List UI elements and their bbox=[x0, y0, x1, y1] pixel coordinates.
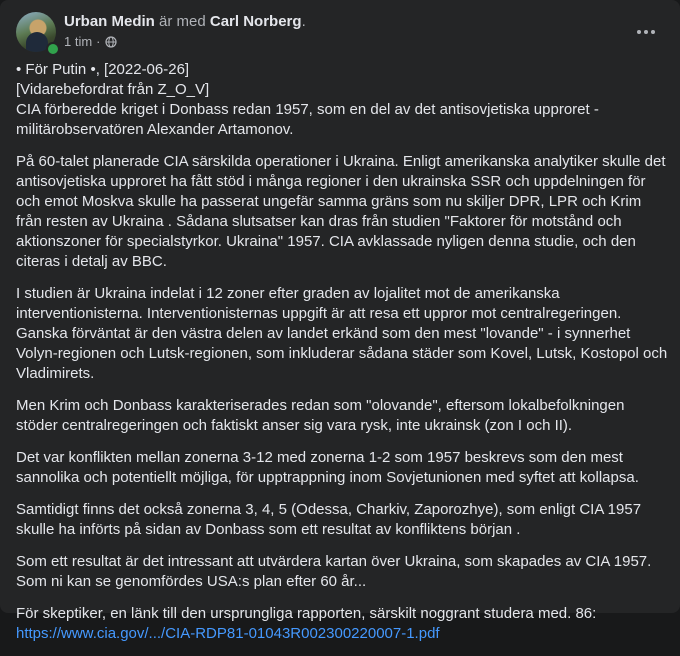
meta-separator: · bbox=[96, 34, 101, 49]
timestamp[interactable]: 1 tim bbox=[64, 34, 93, 49]
report-link[interactable]: https://www.cia.gov/.../CIA-RDP81-01043R002300220007-1.pdf bbox=[16, 625, 440, 642]
body-paragraph: Som ett resultat är det intressant att utvärdera kartan över Ukraina, som skapades av CIA 1957. Som ni kan se genomfördes USA:s plan efter 60 år... bbox=[16, 553, 652, 590]
post-author-line bbox=[64, 12, 306, 32]
post-header bbox=[16, 12, 664, 52]
intro-line: [Vidarebefordrat från Z_O_V] bbox=[16, 81, 210, 98]
avatar-figure bbox=[26, 32, 48, 52]
globe-icon[interactable] bbox=[105, 36, 117, 48]
with-text: är med bbox=[159, 13, 206, 30]
body-paragraph: Samtidigt finns det också zonerna 3, 4, 5 (Odessa, Charkiv, Zaporozhye), som enligt CIA 1957 skulle ha införts på sidan av Donbass som ett resultat av konfliktens början . bbox=[16, 501, 642, 538]
body-paragraph: Men Krim och Donbass karakteriserades redan som "olovande", eftersom lokalbefolkningen stöder centralregeringen och faktiskt anser sig vara rysk, inte ukrainsk (zon I och II). bbox=[16, 397, 625, 434]
post-meta bbox=[64, 33, 117, 51]
online-status-indicator bbox=[46, 42, 60, 56]
intro-line: CIA förberedde kriget i Donbass redan 1957, som en del av det antisovjetiska upproret - militärobservatören Alexander Artamonov. bbox=[16, 101, 599, 138]
intro-line: • För Putin •, [2022-06-26] bbox=[16, 61, 190, 78]
author-name[interactable]: Urban Medin bbox=[64, 13, 155, 30]
post-body bbox=[16, 60, 668, 656]
link-paragraph bbox=[16, 604, 668, 644]
link-intro-text: För skeptiker, en länk till den ursprungliga rapporten, särskilt noggrant studera med. 86: bbox=[16, 605, 597, 622]
more-options-icon[interactable] bbox=[632, 18, 660, 46]
intro-paragraph bbox=[16, 60, 668, 140]
body-paragraph: Det var konflikten mellan zonerna 3-12 med zonerna 1-2 som 1957 beskrevs som den mest sannolika och potentiellt möjliga, för upptrappning inom Sovjetunionen med syftet att kollapsa. bbox=[16, 449, 639, 486]
period: . bbox=[301, 13, 306, 30]
body-paragraph: I studien är Ukraina indelat i 12 zoner efter graden av lojalitet mot de amerikanska interventionisterna. Interventionisternas uppgift är att resa ett uppror mot centralregeringen. Ganska förväntat är den västra delen av landet erkänd som den mest "lovande" - i synnerhet Volyn-regionen och Lutsk-regionen, som inkluderar sådana städer som Kovel, Lutsk, Kostopol och Vladimirets. bbox=[16, 285, 668, 382]
body-paragraph: På 60-talet planerade CIA särskilda operationer i Ukraina. Enligt amerikanska analytiker skulle det antisovjetiska upproret ha fått stöd i många regioner i den ukrainska SSR och uppdelningen för och emot Moskva skulle ha passerat ungefär samma gräns som nu skiljer DPR, LPR och Krim från resten av Ukraina . Sådana slutsatser kan dras från studien "Faktorer för motstånd och aktionszoner för specialstyrkor. Ukraina" 1957. CIA avklassade nyligen denna studie, och den citeras i detalj av BBC. bbox=[16, 153, 666, 270]
tagged-name[interactable]: Carl Norberg bbox=[209, 13, 302, 30]
